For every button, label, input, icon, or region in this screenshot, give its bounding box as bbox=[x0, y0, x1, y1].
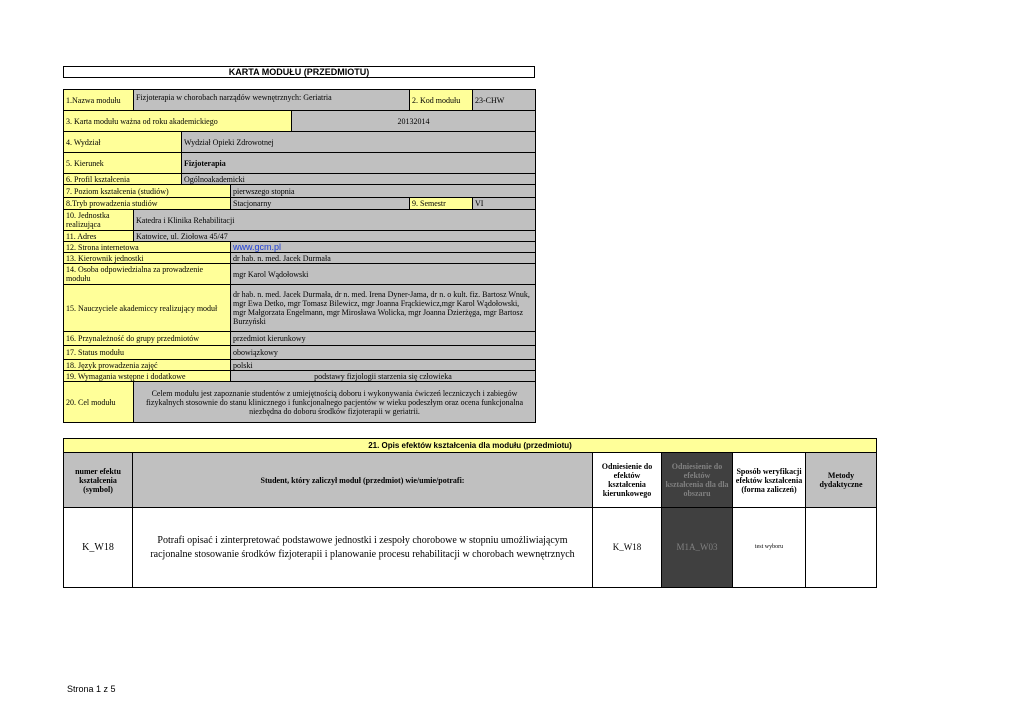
wydzial-label: 4. Wydział bbox=[64, 132, 182, 153]
effect-kier: K_W18 bbox=[593, 508, 662, 588]
tryb-value: Stacjonarny bbox=[231, 198, 410, 210]
jezyk-label: 18. Język prowadzenia zajęć bbox=[64, 360, 231, 371]
kierownik-label: 13. Kierownik jednostki bbox=[64, 253, 231, 264]
header-sposob: Sposób weryfikacji efektów kształcenia (forma zaliczeń) bbox=[733, 453, 806, 508]
effects-table bbox=[63, 438, 877, 588]
adres-value: Katowice, ul. Ziołowa 45/47 bbox=[134, 231, 536, 242]
header-student: Student, który zaliczył moduł (przedmiot) wie/umie/potrafi: bbox=[133, 453, 593, 508]
cel-value: Celem modułu jest zapoznanie studentów z umiejętnością doboru i wykonywania ćwiczeń leczniczych i zabiegów fizykalnych stosownie do stanu klinicznego i funkcjonalnego pacjentów w wieku podeszłym oraz ocena funkcjonalna niezbędna do doboru środków fizjoterapii w geriatrii. bbox=[134, 382, 536, 423]
effects-section-title: 21. Opis efektów kształcenia dla modułu (przedmiotu) bbox=[64, 439, 877, 453]
website-link[interactable]: www.gcm.pl bbox=[233, 241, 282, 252]
effect-sposob: test wyboru bbox=[733, 508, 806, 588]
grupa-label: 16. Przynależność do grupy przedmiotów bbox=[64, 332, 231, 346]
wymagania-value: podstawy fizjologii starzenia się człowieka bbox=[231, 371, 536, 382]
effect-obszar: M1A_W03 bbox=[662, 508, 733, 588]
nazwa-label: 1.Nazwa modułu bbox=[64, 90, 134, 111]
semestr-label: 9. Semestr bbox=[410, 198, 473, 210]
osoba-value: mgr Karol Wądołowski bbox=[231, 264, 536, 285]
wymagania-label: 19. Wymagania wstępne i dodatkowe bbox=[64, 371, 231, 382]
kierunek-value: Fizjoterapia bbox=[182, 153, 536, 174]
effect-numer: K_W18 bbox=[64, 508, 133, 588]
poziom-value: pierwszego stopnia bbox=[231, 185, 536, 198]
kierunek-label: 5. Kierunek bbox=[64, 153, 182, 174]
jednostka-label: 10. Jednostka realizująca bbox=[64, 210, 134, 231]
kod-label: 2. Kod modułu bbox=[410, 90, 473, 111]
status-label: 17. Status modułu bbox=[64, 346, 231, 360]
jednostka-value: Katedra i Klinika Rehabilitacji bbox=[134, 210, 536, 231]
module-card-table bbox=[63, 89, 536, 423]
nauczyciele-value: dr hab. n. med. Jacek Durmała, dr n. med. Irena Dyner-Jama, dr n. o kult. fiz. Bartosz Wnuk, mgr Ewa Detko, mgr Tomasz Bilewicz, mgr Joanna Frąckiewicz,mgr Karol Wądołowski, mgr Małgorzata Engelmann, mgr Mirosława Wolicka, mgr Joanna Dzierżęga, mgr Bartosz Burzyński bbox=[231, 285, 536, 332]
cel-label: 20. Cel modułu bbox=[64, 382, 134, 423]
table-row bbox=[64, 508, 877, 588]
nazwa-value: Fizjoterapia w chorobach narządów wewnętrznych: Geriatria bbox=[134, 90, 410, 111]
strona-label: 12. Strona internetowa bbox=[64, 242, 231, 253]
page-footer: Strona 1 z 5 bbox=[67, 684, 116, 694]
tryb-label: 8.Tryb prowadzenia studiów bbox=[64, 198, 231, 210]
osoba-label: 14. Osoba odpowiedzialna za prowadzenie modułu bbox=[64, 264, 231, 285]
header-metody: Metody dydaktyczne bbox=[806, 453, 877, 508]
jezyk-value: polski bbox=[231, 360, 536, 371]
adres-label: 11. Adres bbox=[64, 231, 134, 242]
header-numer: numer efektu kształcenia (symbol) bbox=[64, 453, 133, 508]
karta-value: 20132014 bbox=[292, 111, 536, 132]
wydzial-value: Wydział Opieki Zdrowotnej bbox=[182, 132, 536, 153]
effect-metody bbox=[806, 508, 877, 588]
karta-label: 3. Karta modułu ważna od roku akademickiego bbox=[64, 111, 292, 132]
profil-value: Ogólnoakademicki bbox=[182, 174, 536, 185]
kod-value: 23-CHW bbox=[473, 90, 536, 111]
profil-label: 6. Profil kształcenia bbox=[64, 174, 182, 185]
header-odniesienie-kier: Odniesienie do efektów kształcenia kierunkowego bbox=[593, 453, 662, 508]
page-title: KARTA MODUŁU (PRZEDMIOTU) bbox=[63, 66, 535, 78]
kierownik-value: dr hab. n. med. Jacek Durmała bbox=[231, 253, 536, 264]
status-value: obowiązkowy bbox=[231, 346, 536, 360]
semestr-value: VI bbox=[473, 198, 536, 210]
effect-opis: Potrafi opisać i zinterpretować podstawowe jednostki i zespoły chorobowe w stopniu umożliwiającym racjonalne stosowanie środków fizjoterapii i planowanie procesu rehabilitacji w chorobach wewnętrznych bbox=[133, 508, 593, 588]
header-odniesienie-obszar: Odniesienie do efektów kształcenia dla dla obszaru bbox=[662, 453, 733, 508]
poziom-label: 7. Poziom kształcenia (studiów) bbox=[64, 185, 231, 198]
grupa-value: przedmiot kierunkowy bbox=[231, 332, 536, 346]
nauczyciele-label: 15. Nauczyciele akademiccy realizujący moduł bbox=[64, 285, 231, 332]
